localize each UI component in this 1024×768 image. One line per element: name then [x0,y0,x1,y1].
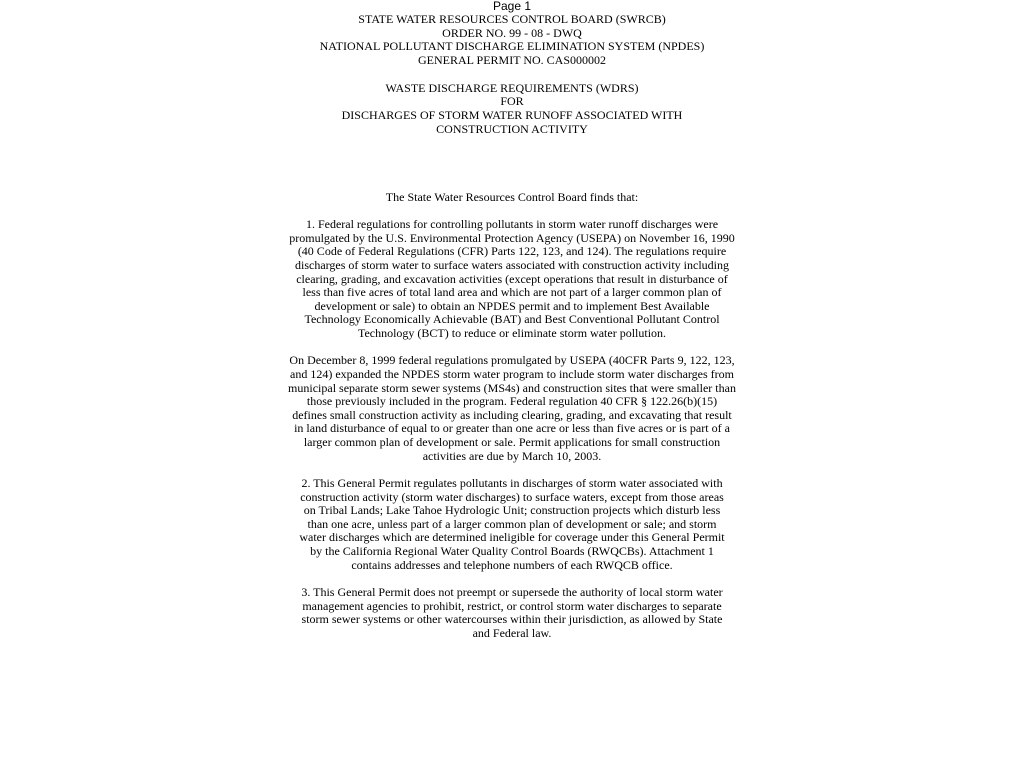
header-line: NATIONAL POLLUTANT DISCHARGE ELIMINATION SYSTEM (NPDES) [319,39,705,54]
page-number-label: Page 1 [492,0,532,13]
paragraph-line: construction activity (storm water discharges) to surface waters, except from those areas [300,489,724,504]
paragraph-line: promulgated by the U.S. Environmental Protection Agency (USEPA) on November 16, 1990 [289,230,735,245]
header-line: WASTE DISCHARGE REQUIREMENTS (WDRS) [385,80,639,95]
paragraph-1 [0,218,1024,341]
paragraph-2 [0,477,1024,572]
paragraph-line: water discharges which are determined ineligible for coverage under this General Permit [299,530,725,545]
paragraph-december-1999 [0,354,1024,463]
header-line: GENERAL PERMIT NO. CAS000002 [417,53,606,68]
header-line: STATE WATER RESOURCES CONTROL BOARD (SWRCB) [358,12,666,26]
paragraph-line: in land disturbance of equal to or greater than one acre or less than five acres or is part of a [294,421,730,436]
paragraph-line: by the California Regional Water Quality Control Boards (RWQCBs). Attachment 1 [310,544,714,558]
paragraph-line: discharges of storm water to surface waters associated with construction activity including [295,257,729,272]
findings-intro: The State Water Resources Control Board finds that: [385,190,639,204]
header-line: CONSTRUCTION ACTIVITY [436,121,588,136]
paragraph-line: development or sale) to obtain an NPDES permit and to implement Best Available [314,298,710,313]
header-line: FOR [500,94,524,109]
paragraph-line: (40 Code of Federal Regulations (CFR) Parts 122, 123, and 124). The regulations require [297,244,727,259]
document-body [0,218,1024,654]
paragraph-line: defines small construction activity as including clearing, grading, and excavating that result [292,407,732,422]
paragraph-line: Technology Economically Achievable (BAT) and Best Conventional Pollutant Control [304,312,720,327]
paragraph-3 [0,586,1024,641]
paragraph-line: and Federal law. [472,625,552,640]
paragraph-line: clearing, grading, and excavation activities (except operations that result in disturbance of [296,271,728,286]
paragraph-line: Technology (BCT) to reduce or eliminate storm water pollution. [357,326,667,340]
paragraph-line: management agencies to prohibit, restrict, or control storm water discharges to separate [302,598,722,613]
paragraph-line: 2. This General Permit regulates pollutants in discharges of storm water associated with [301,475,723,490]
paragraph-line: 3. This General Permit does not preempt or supersede the authority of local storm water [301,584,723,599]
document-header [0,13,1024,136]
header-line: DISCHARGES OF STORM WATER RUNOFF ASSOCIATED WITH [341,107,683,122]
paragraph-line: activities are due by March 10, 2003. [422,448,602,463]
paragraph-line: municipal separate storm sewer systems (MS4s) and construction sites that were smaller than [288,380,736,395]
paragraph-line: those previously included in the program. Federal regulation 40 CFR § 122.26(b)(15) [306,394,718,409]
paragraph-line: than one acre, unless part of a larger common plan of development or sale; and storm [307,516,717,531]
paragraph-line: less than five acres of total land area and which are not part of a larger common plan of [302,285,722,300]
header-line: ORDER NO. 99 - 08 - DWQ [442,25,582,40]
paragraph-line: 1. Federal regulations for controlling pollutants in storm water runoff discharges were [305,217,719,231]
paragraph-line: on Tribal Lands; Lake Tahoe Hydrologic Unit; construction projects which disturb less [303,503,721,518]
paragraph-line: On December 8, 1999 federal regulations promulgated by USEPA (40CFR Parts 9, 122, 123, [289,353,735,368]
paragraph-line: contains addresses and telephone numbers of each RWQCB office. [351,557,673,572]
paragraph-line: storm sewer systems or other watercourses within their jurisdiction, as allowed by State [301,612,723,627]
paragraph-line: and 124) expanded the NPDES storm water program to include storm water discharges from [290,366,734,381]
paragraph-line: larger common plan of development or sale. Permit applications for small construction [303,435,721,449]
